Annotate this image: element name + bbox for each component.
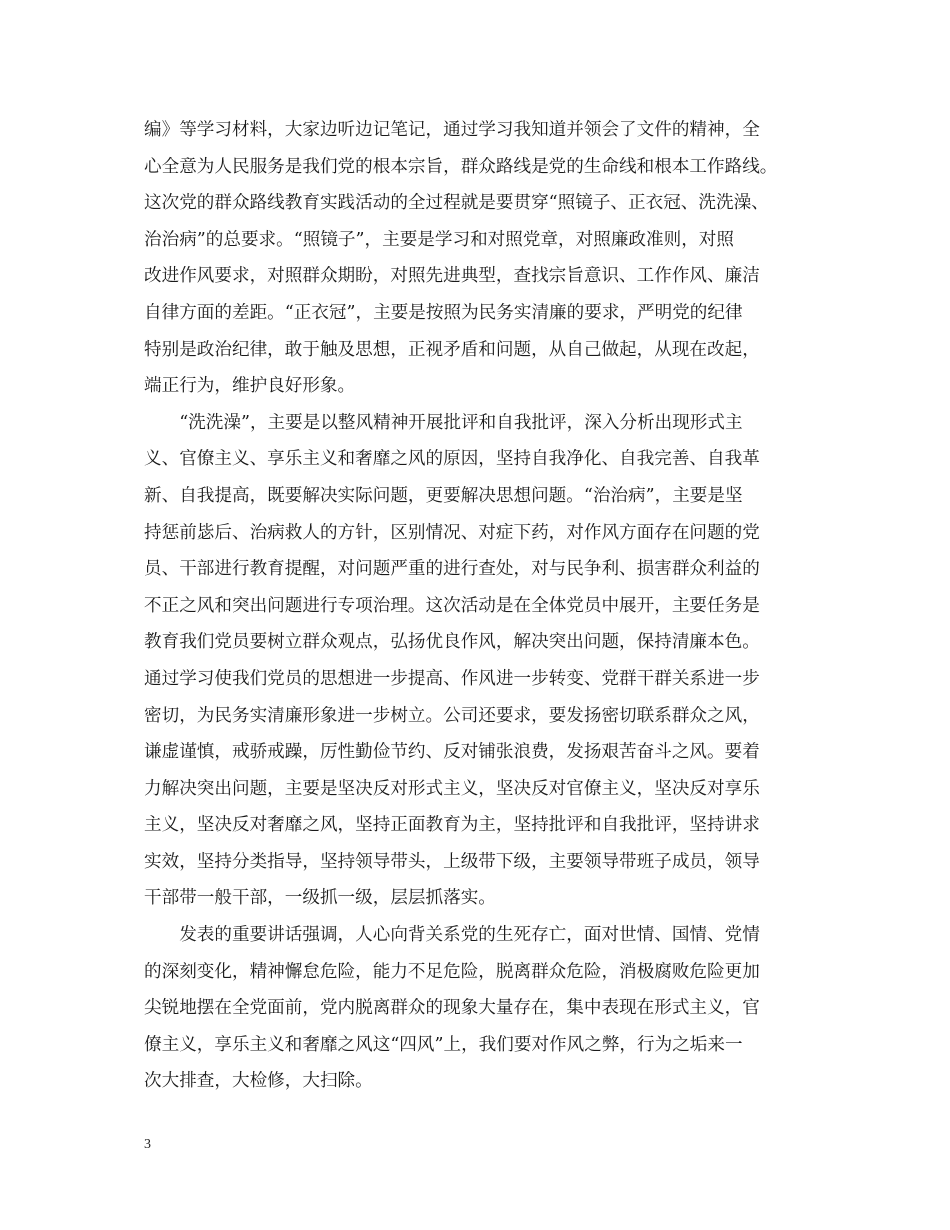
text-line: 实效，坚持分类指导，坚持领导带头，上级带下级，主要领导带班子成员，领导 — [144, 851, 760, 872]
text-line: 治治病”的总要求。“照镜子”，主要是学习和对照党章，对照廉政准则，对照 — [144, 229, 734, 250]
text-line: 干部带一般干部，一级抓一级，层层抓落实。 — [144, 888, 496, 909]
text-line: 这次党的群众路线教育实践活动的全过程就是要贯穿“照镜子、正衣冠、洗洗澡、 — [144, 193, 769, 214]
text-line: 端正行为，维护良好形象。 — [144, 376, 356, 397]
text-line: 谦虚谨慎，戒骄戒躁，厉性勤俭节约、反对铺张浪费，发扬艰苦奋斗之风。要着 — [144, 742, 760, 763]
text-line: 发表的重要讲话强调，人心向背关系党的生死存亡，面对世情、国情、党情 — [144, 925, 760, 946]
text-line: 员、干部进行教育提醒，对问题严重的进行查处，对与民争利、损害群众利益的 — [144, 559, 760, 580]
text-line: 力解决突出问题，主要是坚决反对形式主义，坚决反对官僚主义，坚决反对享乐 — [144, 778, 760, 799]
page-number: 3 — [144, 1137, 151, 1152]
text-line: 主义，坚决反对奢靡之风，坚持正面教育为主，坚持批评和自我批评，坚持讲求 — [144, 815, 760, 836]
text-line: 不正之风和突出问题进行专项治理。这次活动是在全体党员中展开，主要任务是 — [144, 595, 760, 616]
text-line: 尖锐地摆在全党面前，党内脱离群众的现象大量存在，集中表现在形式主义，官 — [144, 998, 760, 1019]
text-line: 新、自我提高，既要解决实际问题，更要解决思想问题。“治治病”，主要是坚 — [144, 485, 743, 506]
text-line: 心全意为人民服务是我们党的根本宗旨，群众路线是党的生命线和根本工作路线。 — [144, 156, 778, 177]
text-line: 教育我们党员要树立群众观点，弘扬优良作风，解决突出问题，保持清廉本色。 — [144, 632, 760, 653]
body-text — [144, 112, 829, 1100]
text-line: 僚主义，享乐主义和奢靡之风这“四风”上，我们要对作风之弊，行为之垢来一 — [144, 1034, 743, 1055]
text-line: 的深刻变化，精神懈怠危险，能力不足危险，脱离群众危险，消极腐败危险更加 — [144, 961, 760, 982]
text-line: 自律方面的差距。“正衣冠”，主要是按照为民务实清廉的要求，严明党的纪律 — [144, 302, 743, 323]
text-line: 次大排查，大检修，大扫除。 — [144, 1071, 373, 1092]
text-line: 持惩前毖后、治病救人的方针，区别情况、对症下药，对作风方面存在问题的党 — [144, 522, 760, 543]
text-line: 改进作风要求，对照群众期盼，对照先进典型，查找宗旨意识、工作作风、廉洁 — [144, 266, 760, 287]
text-line: 密切，为民务实清廉形象进一步树立。公司还要求，要发扬密切联系群众之风， — [144, 705, 760, 726]
text-line: “洗洗澡”，主要是以整风精神开展批评和自我批评，深入分析出现形式主 — [144, 412, 743, 433]
text-line: 义、官僚主义、享乐主义和奢靡之风的原因，坚持自我净化、自我完善、自我革 — [144, 449, 760, 470]
text-line: 通过学习使我们党员的思想进一步提高、作风进一步转变、党群干群关系进一步 — [144, 668, 760, 689]
text-line: 编》等学习材料，大家边听边记笔记，通过学习我知道并领会了文件的精神，全 — [144, 120, 760, 140]
text-line: 特别是政治纪律，敢于触及思想，正视矛盾和问题，从自己做起，从现在改起， — [144, 339, 760, 360]
